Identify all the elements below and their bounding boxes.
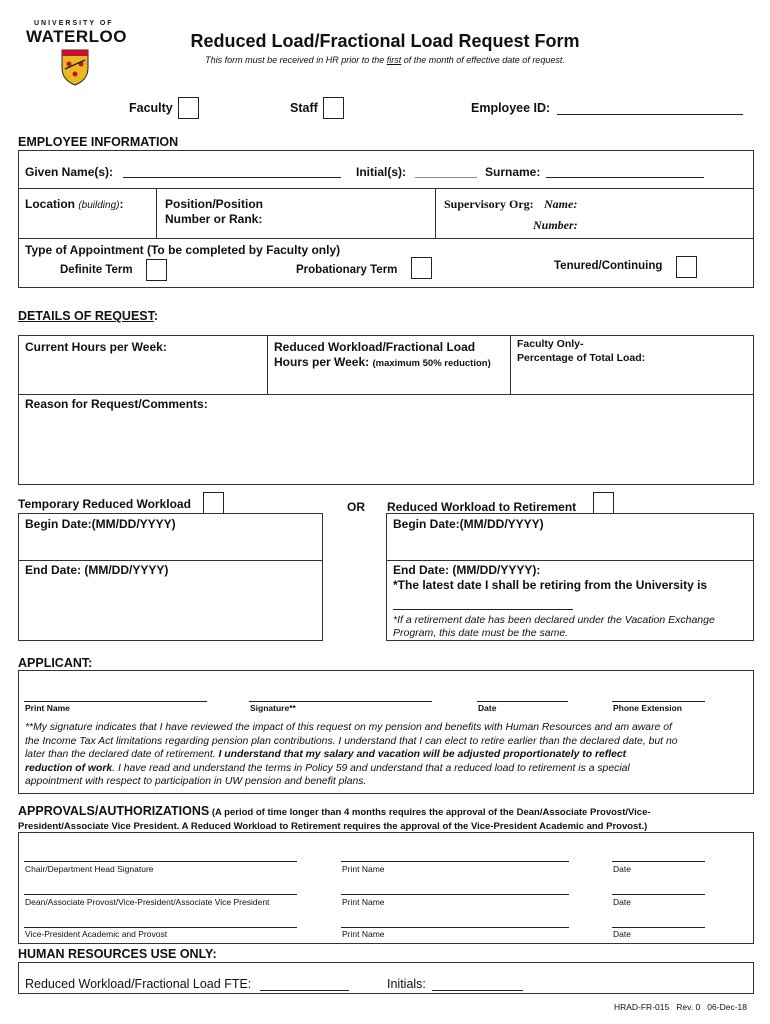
- details-heading: [18, 309, 158, 323]
- latest-date-field[interactable]: [393, 598, 573, 610]
- location-label: [25, 197, 123, 211]
- approvals-note-2: President/Associate Vice President. A Reduced Workload to Retirement requires the approval of the Vice-President Academic and Provost.): [18, 821, 648, 832]
- shield-icon: [60, 48, 90, 86]
- approval-2-print-label: Print Name: [342, 897, 385, 907]
- statement-line-3: [25, 748, 750, 762]
- form-code: HRAD-FR-015 Rev. 0 06-Dec-18: [613, 1002, 747, 1012]
- print-name-field[interactable]: [24, 690, 207, 702]
- subtitle-pre: This form must be received in HR prior to the: [205, 55, 387, 65]
- form-title: Reduced Load/Fractional Load Request Form: [190, 31, 580, 51]
- retirement-checkbox[interactable]: [593, 492, 614, 514]
- reduced-hours-label-2: [274, 355, 491, 369]
- statement-line-3a: later than the declared date of retirement.: [25, 749, 219, 760]
- approval-1-print-label: Print Name: [342, 864, 385, 874]
- or-label: OR: [347, 500, 365, 514]
- approval-1-date-field[interactable]: [612, 850, 705, 862]
- staff-checkbox[interactable]: [323, 97, 344, 119]
- definite-term-checkbox[interactable]: [146, 259, 167, 281]
- approval-2-date-field[interactable]: [612, 883, 705, 895]
- approvals-heading: [18, 804, 758, 834]
- logo-line1: UNIVERSITY OF: [34, 20, 114, 27]
- statement-line-3b: I understand that my salary and vacation will be adjusted proportionately to reflect: [218, 749, 627, 760]
- approval-3-signature-field[interactable]: [24, 916, 297, 928]
- approval-1-date-label: Date: [613, 864, 631, 874]
- approval-3-print-label: Print Name: [342, 929, 385, 939]
- reason-label: Reason for Request/Comments:: [25, 397, 208, 411]
- surname-field[interactable]: [546, 165, 704, 178]
- employee-id-field[interactable]: [557, 101, 743, 115]
- temporary-label: Temporary Reduced Workload: [18, 497, 191, 511]
- end-date-right-label: End Date: (MM/DD/YYYY):: [393, 563, 541, 577]
- signature-label: Signature**: [250, 703, 296, 713]
- approval-2-signature-field[interactable]: [24, 883, 297, 895]
- probationary-term-label: Probationary Term: [296, 264, 398, 276]
- statement-line-1: **My signature indicates that I have reviewed the impact of this request on my pension and benefits with Human Resources and am aware of: [25, 722, 672, 733]
- university-logo: [20, 18, 130, 88]
- approval-3-date-label: Date: [613, 929, 631, 939]
- subtitle-post: of the month of effective date of request.: [401, 55, 565, 65]
- reason-field[interactable]: [20, 412, 752, 482]
- tenured-label: Tenured/Continuing: [554, 260, 663, 272]
- retirement-note-1: *If a retirement date has been declared under the Vacation Exchange: [393, 614, 715, 626]
- appointment-type-label: Type of Appointment (To be completed by Faculty only): [25, 243, 341, 257]
- subtitle-em: first: [386, 55, 402, 65]
- print-name-label: Print Name: [25, 703, 70, 713]
- position-label-1: Position/Position: [165, 197, 263, 211]
- faculty-only-label: Faculty Only-: [517, 338, 584, 350]
- current-hours-label: Current Hours per Week:: [25, 340, 167, 354]
- staff-label: Staff: [290, 101, 318, 115]
- fte-label: Reduced Workload/Fractional Load FTE:: [25, 977, 252, 991]
- applicant-statement: [25, 721, 750, 789]
- fte-field[interactable]: [260, 978, 349, 991]
- hr-heading: HUMAN RESOURCES USE ONLY:: [18, 947, 217, 961]
- definite-term-label: Definite Term: [60, 264, 133, 276]
- percentage-load-label: Percentage of Total Load:: [517, 352, 646, 364]
- phone-extension-label: Phone Extension: [613, 703, 682, 713]
- position-label-2: Number or Rank:: [165, 212, 263, 226]
- approvals-title: APPROVALS/AUTHORIZATIONS: [18, 804, 210, 818]
- latest-date-label: *The latest date I shall be retiring from the University is: [393, 578, 708, 592]
- faculty-checkbox[interactable]: [178, 97, 199, 119]
- location-sub: (building): [78, 200, 120, 211]
- approvals-note-1: (A period of time longer than 4 months requires the approval of the Dean/Associate Provost/Vice-: [209, 807, 651, 818]
- applicant-heading: APPLICANT:: [18, 656, 93, 670]
- details-heading-text: DETAILS OF REQUEST: [18, 309, 154, 323]
- retirement-note-2: Program, this date must be the same.: [393, 627, 569, 639]
- employee-info-heading: EMPLOYEE INFORMATION: [18, 135, 179, 149]
- approval-3-print-field[interactable]: [341, 916, 569, 928]
- approval-3-role: Vice-President Academic and Provost: [25, 929, 168, 939]
- reduced-hours-text: Hours per Week:: [274, 355, 370, 369]
- hr-initials-label: Initials:: [387, 977, 426, 991]
- faculty-label: Faculty: [129, 101, 173, 115]
- employee-id-label: Employee ID:: [471, 101, 551, 115]
- applicant-date-label: Date: [478, 703, 497, 713]
- signature-field[interactable]: [249, 690, 432, 702]
- begin-date-left-label: Begin Date:(MM/DD/YYYY): [25, 517, 176, 531]
- approval-1-signature-field[interactable]: [24, 850, 297, 862]
- approval-1-print-field[interactable]: [341, 850, 569, 862]
- temporary-checkbox[interactable]: [203, 492, 224, 514]
- given-name-label: Given Name(s):: [25, 165, 114, 179]
- location-colon: :: [119, 197, 124, 211]
- hr-initials-field[interactable]: [432, 978, 523, 991]
- supervisory-org-label: Supervisory Org:: [444, 197, 534, 211]
- tenured-checkbox[interactable]: [676, 256, 697, 278]
- approval-1-role: Chair/Department Head Signature: [25, 864, 154, 874]
- initials-field[interactable]: [415, 165, 477, 178]
- statement-line-2: the Income Tax Act limitations regarding pension plan contributions. I understand that I can elect to retire earlier than the declared date, but no: [25, 735, 678, 747]
- statement-line-4a: reduction of work: [25, 762, 113, 774]
- location-text: Location: [25, 197, 75, 211]
- approval-3-date-field[interactable]: [612, 916, 705, 928]
- statement-line-4: [25, 762, 750, 776]
- supervisory-name-label: Name:: [544, 197, 578, 211]
- logo-line2: WATERLOO: [26, 27, 127, 46]
- end-date-left-label: End Date: (MM/DD/YYYY): [25, 563, 169, 577]
- approval-2-date-label: Date: [613, 897, 631, 907]
- phone-extension-field[interactable]: [612, 690, 705, 702]
- probationary-term-checkbox[interactable]: [411, 257, 432, 279]
- statement-line-4b: . I have read and understand the terms in Policy 59 and understand that a reduced load to retirement is a special: [112, 762, 630, 774]
- applicant-date-field[interactable]: [477, 690, 568, 702]
- surname-label: Surname:: [485, 165, 541, 179]
- begin-date-right-label: Begin Date:(MM/DD/YYYY): [393, 517, 544, 531]
- approval-2-print-field[interactable]: [341, 883, 569, 895]
- temporary-dates-box: [18, 513, 323, 641]
- details-heading-colon: :: [153, 309, 159, 323]
- supervisory-number-label: Number:: [533, 218, 578, 232]
- reduced-hours-note: (maximum 50% reduction): [372, 358, 491, 369]
- form-subtitle: [0, 55, 770, 65]
- initials-label: Initial(s):: [356, 165, 406, 179]
- statement-line-5: appointment with respect to participation in UW pension and benefit plans.: [25, 776, 367, 787]
- given-name-field[interactable]: [123, 165, 341, 178]
- retirement-label: Reduced Workload to Retirement: [387, 500, 577, 514]
- reduced-hours-label-1: Reduced Workload/Fractional Load: [274, 340, 476, 354]
- approval-2-role: Dean/Associate Provost/Vice-President/Associate Vice President: [25, 897, 270, 907]
